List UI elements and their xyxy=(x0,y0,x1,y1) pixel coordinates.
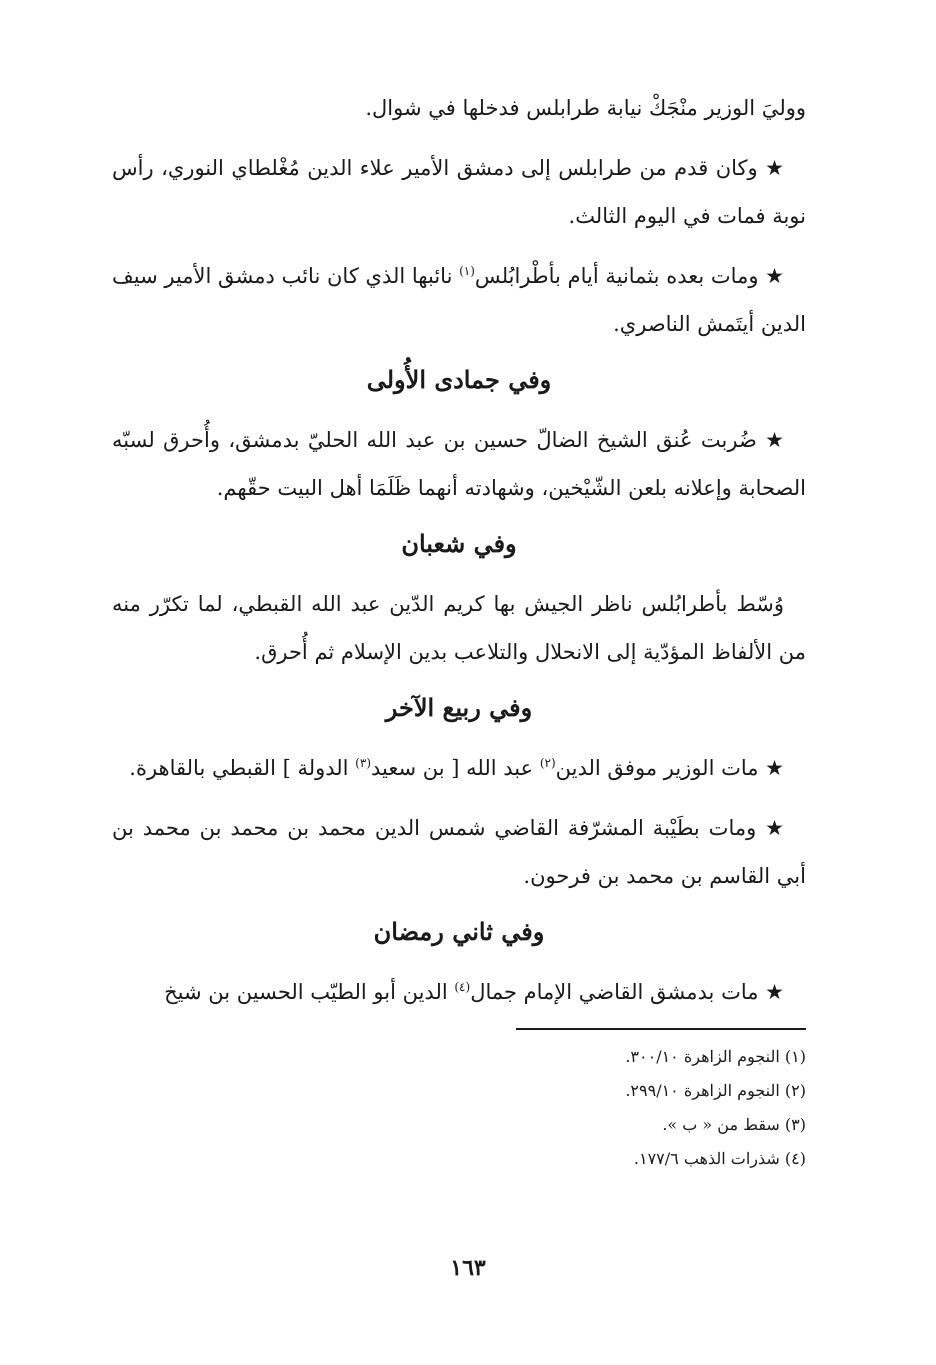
paragraph-3-text-b: نائبها الذي كان نائب دمشق الأمير سيف الدين أيتَمش الناصري. xyxy=(112,264,806,336)
section-3-paragraph xyxy=(112,744,806,792)
footnote-divider xyxy=(516,1028,806,1030)
section-1-paragraph: ★ ضُربت عُنق الشيخ الضالّ حسين بن عبد الله الحليّ بدمشق، وأُحرق لسبّه الصحابة وإعلانه بلعن الشّيْخين، وشهادته أنهما ظَلَمَا أهل البيت حقّهم. xyxy=(112,428,806,500)
section-5-text-a: ★ مات بدمشق القاضي الإمام جمال xyxy=(470,980,784,1004)
section-5-paragraph xyxy=(112,968,806,1016)
paragraph-1: ووليَ الوزير منْجَكْ نيابة طرابلس فدخلها في شوال. xyxy=(365,96,806,120)
footnote-1: (١) النجوم الزاهرة ٣٠٠/١٠. xyxy=(625,1047,806,1066)
heading-shaban: وفي شعبان xyxy=(401,529,517,558)
section-2-paragraph: وُسّط بأطرابُلس ناظر الجيش بها كريم الدّين عبد الله القبطي، لما تكرّر منه من الألفاظ المؤدّية إلى الانحلال والتلاعب بدين الإسلام ثم أُحرق. xyxy=(112,592,806,664)
heading-rabi-al-akhir: وفي ربيع الآخر xyxy=(385,693,533,722)
footnote-4: (٤) شذرات الذهب ١٧٧/٦. xyxy=(633,1149,806,1168)
footnote-ref-4[interactable]: (٤) xyxy=(454,980,471,994)
footnote-ref-2[interactable]: (٢) xyxy=(539,756,556,770)
footnote-3: (٣) سقط من « ب ». xyxy=(662,1115,806,1134)
section-4-paragraph: ★ ومات بطَيْبة المشرّفة القاضي شمس الدين محمد بن محمد بن محمد بن أبي القاسم بن محمد بن فرحون. xyxy=(112,816,806,888)
paragraph-3 xyxy=(112,252,806,348)
footnote-ref-1[interactable]: (١) xyxy=(459,264,475,278)
section-3-text-c: الدولة ] القبطي بالقاهرة. xyxy=(129,756,356,780)
section-5-text-b: الدين أبو الطيّب الحسين بن شيخ xyxy=(164,980,455,1004)
footnote-ref-3[interactable]: (٣) xyxy=(355,756,371,770)
paragraph-3-text-a: ★ ومات بعده بثمانية أيام بأطْرابُلس xyxy=(474,264,785,288)
page-number: ١٦٣ xyxy=(450,1255,486,1281)
footnote-2: (٢) النجوم الزاهرة ٢٩٩/١٠. xyxy=(625,1081,806,1100)
section-3-text-a: ★ مات الوزير موفق الدين xyxy=(555,756,784,780)
heading-jumada-al-ula: وفي جمادى الأُولى xyxy=(366,365,552,394)
heading-second-ramadan: وفي ثاني رمضان xyxy=(373,917,545,946)
footnotes xyxy=(112,1040,806,1176)
page-body xyxy=(112,84,806,1176)
paragraph-2: ★ وكان قدم من طرابلس إلى دمشق الأمير علاء الدين مُغْلطاي النوري، رأس نوبة فمات في اليوم الثالث. xyxy=(112,156,806,228)
section-3-text-b: عبد الله [ بن سعيد xyxy=(371,756,540,780)
